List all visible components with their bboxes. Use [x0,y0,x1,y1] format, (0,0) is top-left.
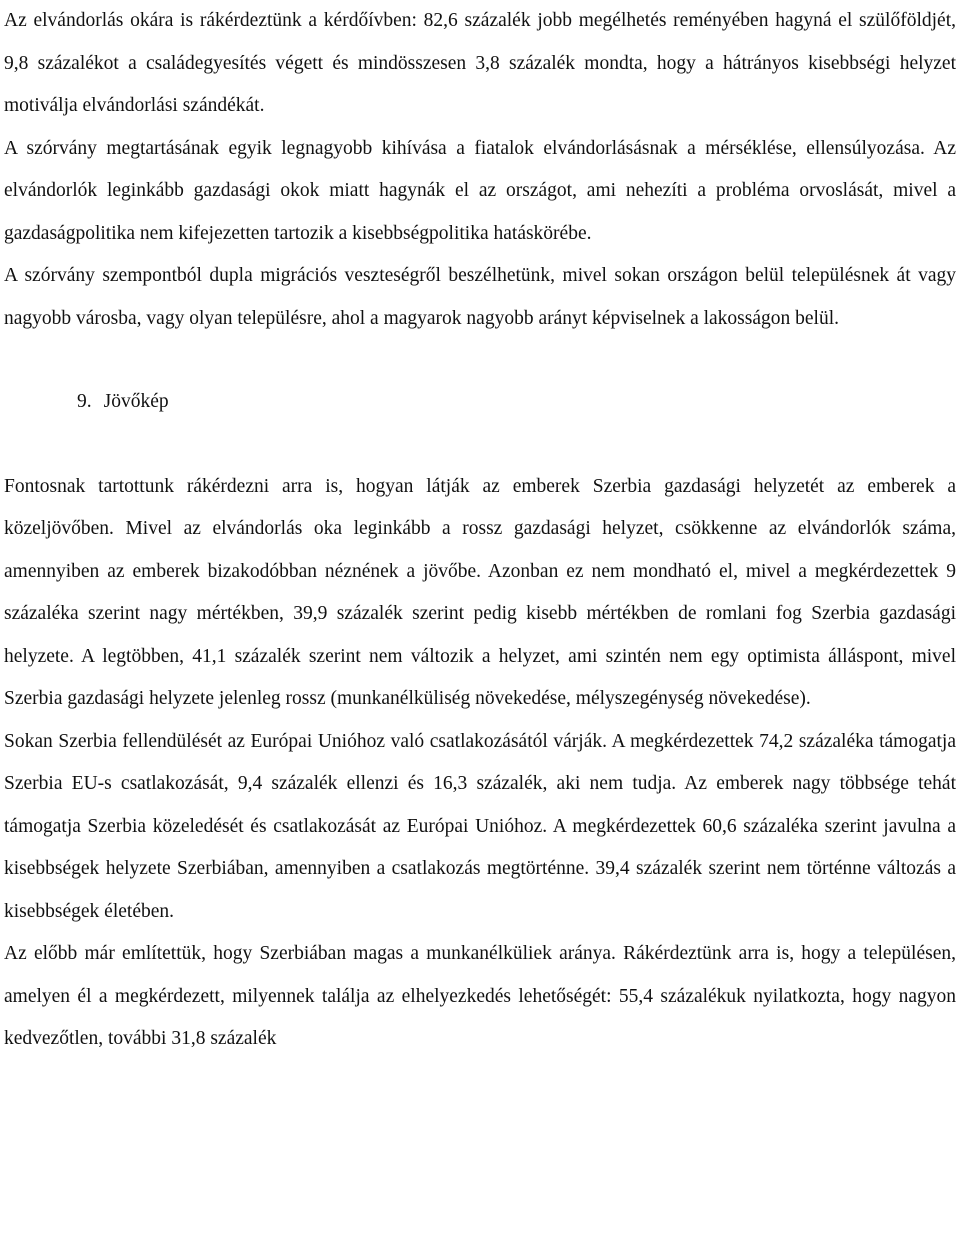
section-heading [4,381,956,424]
paragraph-emigration-reasons: Az elvándorlás okára is rákérdeztünk a kérdőívben: 82,6 százalék jobb megélhetés reményében hagyná el szülőföldjét, 9,8 százalékot a családegyesítés végett és mindösszesen 3,8 százalék mondta, hogy a hátrányos kisebbségi helyzet motiválja elvándorlási szándékát. [4,10,956,116]
section-title: Jövőkép [103,391,169,412]
paragraph-eu-accession: Sokan Szerbia fellendülését az Európai Unióhoz való csatlakozásától várják. A megkérdezettek 74,2 százaléka támogatja Szerbia EU-s csatlakozását, 9,4 százalék ellenzi és 16,3 százalék, aki nem tudja. Az emberek nagy többsége tehát támogatja Szerbia közeledését és csatlakozását az Európai Unióhoz. A megkérdezettek 60,6 százaléka szerint javulna a kisebbségek helyzete Szerbiában, amennyiben a csatlakozás megtörténne. 39,4 százalék szerint nem történne változás a kisebbségek életében. [4,730,956,922]
paragraph-unemployment: Az előbb már említettük, hogy Szerbiában magas a munkanélküliek aránya. Rákérdeztünk arra is, hogy a településen, amelyen él a megkérdezett, milyennek találja az elhelyezkedés lehetőségét: 55,4 százalékuk nyilatkozta, hogy nagyon kedvezőtlen, további 31,8 százalék [4,943,956,1049]
paragraph-diaspora-challenge: A szórvány megtartásának egyik legnagyobb kihívása a fiatalok elvándorlásásnak a mérséklése, ellensúlyozása. Az elvándorlók leginkább gazdasági okok miatt hagynák el az országot, ami nehezíti a probléma orvoslását, mivel a gazdaságpolitika nem kifejezetten tartozik a kisebbségpolitika hatáskörébe. [4,137,956,244]
paragraph-double-migration: A szórvány szempontból dupla migrációs veszteségről beszélhetünk, mivel sokan országon belül településnek át vagy nagyobb városba, vagy olyan településre, ahol a magyarok nagyobb arányt képviselnek a lakosságon belül. [4,265,956,329]
section-number: 9. [77,391,92,412]
paragraph-economic-outlook: Fontosnak tartottunk rákérdezni arra is, hogyan látják az emberek Szerbia gazdasági helyzetét az emberek a közeljövőben. Mivel az elvándorlás oka leginkább a rossz gazdasági helyzet, csökkenne az elvándorlók száma, amennyiben az emberek bizakodóbban néznének a jövőbe. Azonban ez nem mondható el, mivel a megkérdezettek 9 százaléka szerint nagy mértékben, 39,9 százalék szerint pedig kisebb mértékben de romlani fog Szerbia gazdasági helyzete. A legtöbben, 41,1 százalék szerint nem változik a helyzet, ami szintén nem egy optimista álláspont, mivel Szerbia gazdasági helyzete jelenleg rossz (munkanélküliség növekedése, mélyszegénység növekedése). [4,475,956,709]
document-page [4,0,956,1061]
